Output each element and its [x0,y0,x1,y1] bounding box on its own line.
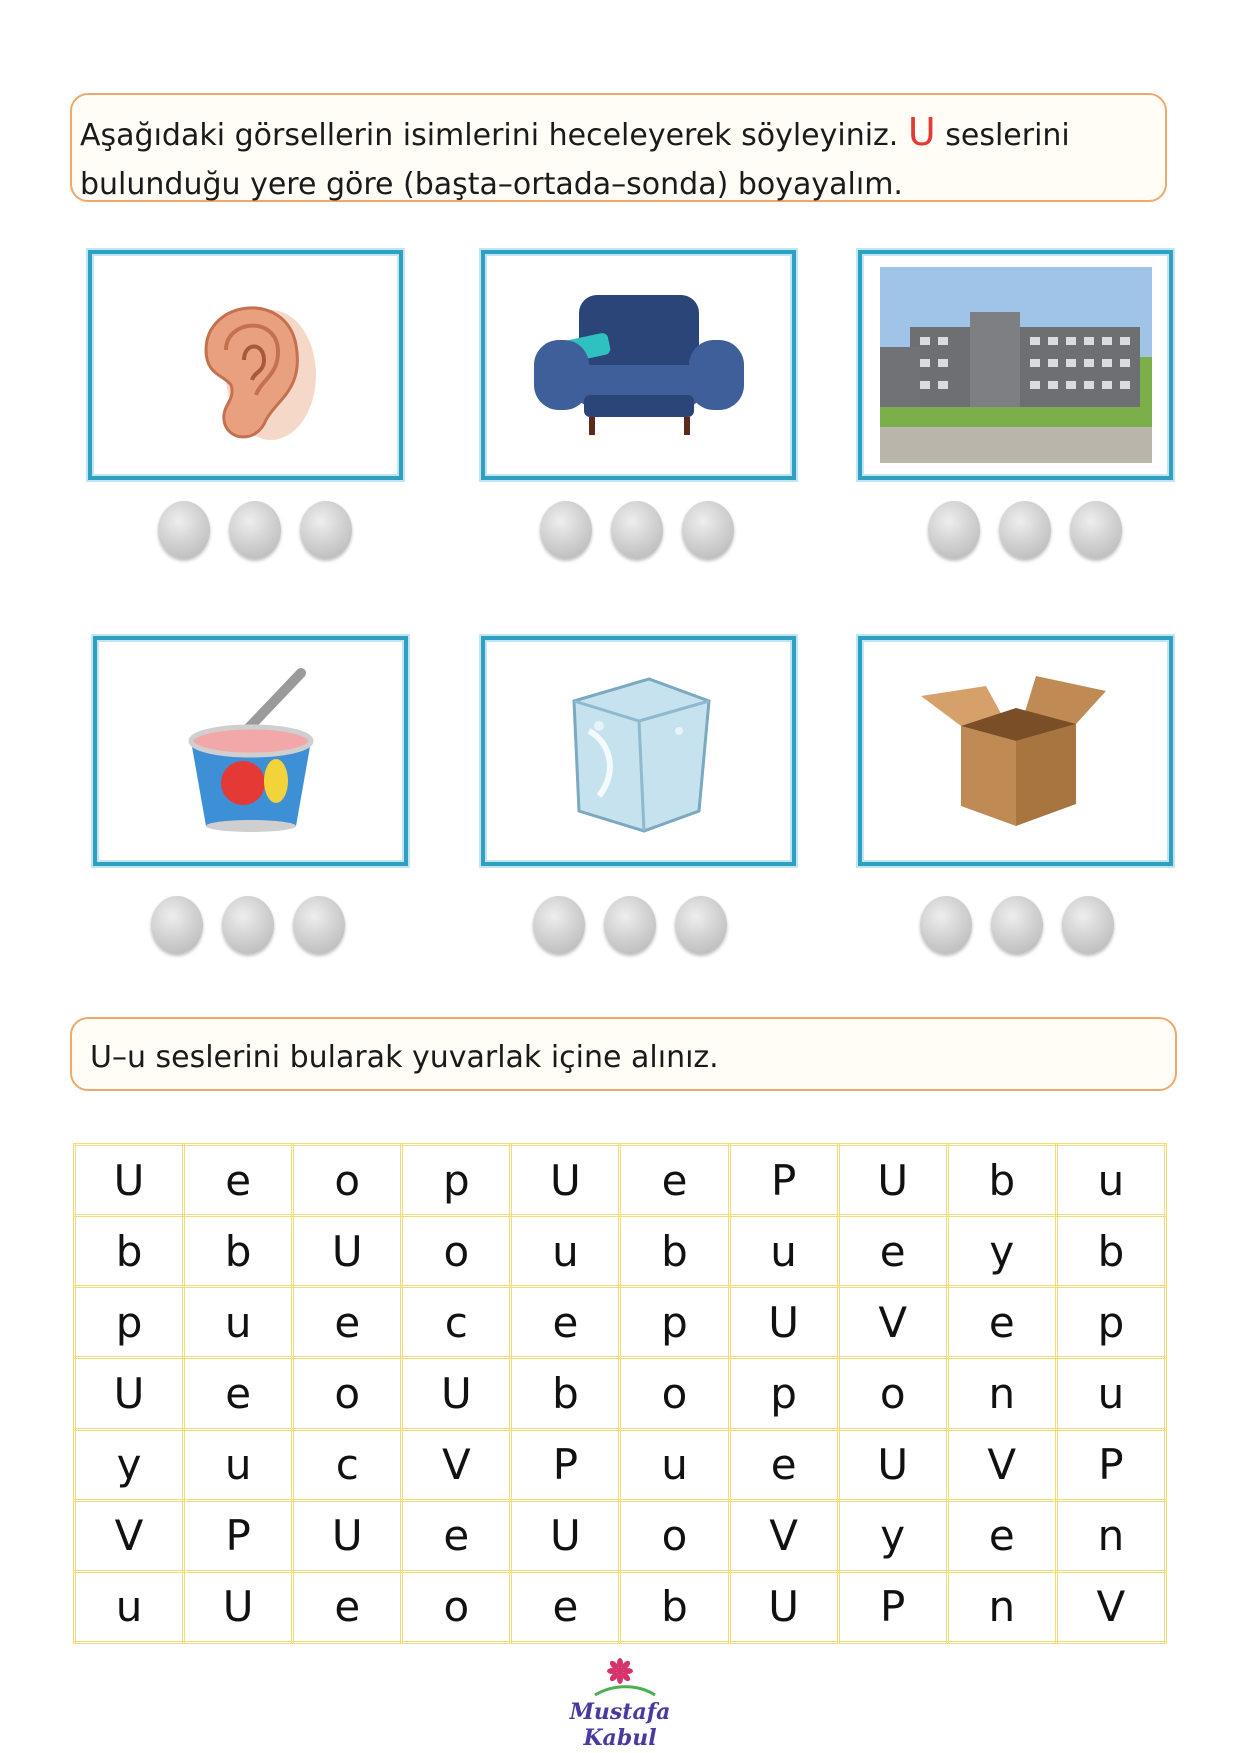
letter-cell[interactable]: U [184,1571,293,1642]
letter-cell[interactable]: P [184,1500,293,1571]
letter-cell[interactable]: p [1056,1287,1165,1358]
syllable-dot[interactable] [229,501,281,559]
letter-cell[interactable]: P [838,1571,947,1642]
letter-cell[interactable]: U [511,1145,620,1216]
letter-cell[interactable]: u [184,1429,293,1500]
letter-cell[interactable]: u [184,1287,293,1358]
syllable-dot[interactable] [151,896,203,954]
letter-cell[interactable]: u [729,1216,838,1287]
letter-cell[interactable]: c [402,1287,511,1358]
letter-cell[interactable]: e [947,1500,1056,1571]
syllable-dot[interactable] [222,896,274,954]
letter-cell[interactable]: e [184,1145,293,1216]
letter-cell[interactable]: u [620,1429,729,1500]
letter-cell[interactable]: e [293,1287,402,1358]
letter-cell[interactable]: P [511,1429,620,1500]
letter-cell[interactable]: o [402,1216,511,1287]
letter-cell[interactable]: y [947,1216,1056,1287]
letter-cell[interactable]: P [729,1145,838,1216]
letter-cell[interactable]: o [838,1358,947,1429]
letter-cell[interactable]: e [511,1287,620,1358]
letter-cell[interactable]: U [402,1358,511,1429]
syllable-dots-ear [158,501,352,559]
author-logo [540,1655,700,1751]
letter-cell[interactable]: P [1056,1429,1165,1500]
syllable-dots-yogurt [151,896,345,954]
picture-card-ear [88,250,403,480]
letter-cell[interactable]: o [620,1500,729,1571]
instruction-box-circle-letters [70,1017,1177,1091]
syllable-dot[interactable] [300,501,352,559]
letter-cell[interactable]: n [947,1358,1056,1429]
letter-cell[interactable]: o [293,1358,402,1429]
letter-cell[interactable]: U [511,1500,620,1571]
highlighted-letter-u: U [907,110,936,154]
logo-text: Mustafa Kabul [569,1699,671,1751]
letter-cell[interactable]: o [402,1571,511,1642]
letter-cell[interactable]: e [947,1287,1056,1358]
yogurt-cup-icon [171,661,331,841]
letter-grid-row [75,1429,1166,1500]
syllable-dot[interactable] [604,896,656,954]
letter-cell[interactable]: e [620,1145,729,1216]
letter-cell[interactable]: b [620,1216,729,1287]
letter-grid [73,1143,1167,1644]
letter-cell[interactable]: y [838,1500,947,1571]
letter-cell[interactable]: n [947,1571,1056,1642]
syllable-dot[interactable] [991,896,1043,954]
letter-cell[interactable]: n [1056,1500,1165,1571]
picture-card-armchair [481,250,796,480]
flower-logo-icon [540,1655,700,1705]
letter-cell[interactable]: e [184,1358,293,1429]
letter-cell[interactable]: V [402,1429,511,1500]
letter-grid-row [75,1571,1166,1642]
letter-cell[interactable]: U [729,1287,838,1358]
letter-cell[interactable]: U [75,1145,184,1216]
letter-grid-row [75,1145,1166,1216]
letter-cell[interactable]: b [511,1358,620,1429]
letter-cell[interactable]: u [1056,1358,1165,1429]
syllable-dot[interactable] [999,501,1051,559]
syllable-dot[interactable] [1062,896,1114,954]
letter-cell[interactable]: U [838,1429,947,1500]
armchair-icon [524,285,754,445]
letter-cell[interactable]: V [1056,1571,1165,1642]
letter-grid-row [75,1287,1166,1358]
letter-cell[interactable]: U [75,1358,184,1429]
letter-cell[interactable]: e [293,1571,402,1642]
letter-cell[interactable]: b [1056,1216,1165,1287]
letter-cell[interactable]: e [402,1500,511,1571]
syllable-dots-armchair [540,501,734,559]
ear-icon [166,280,326,450]
cardboard-box-icon [916,666,1116,836]
school-building-photo [880,267,1152,463]
syllable-dots-box [920,896,1114,954]
letter-cell[interactable]: V [947,1429,1056,1500]
instruction-text-part1: Aşağıdaki görsellerin isimlerini heceleyerek söyleyiniz. [80,118,908,153]
letter-grid-row [75,1500,1166,1571]
ice-cube-icon [549,661,729,841]
instruction-text-line2: bulunduğu yere göre (başta–ortada–sonda) boyayalım. [80,166,903,202]
syllable-dot[interactable] [920,896,972,954]
letter-cell[interactable]: U [293,1500,402,1571]
syllable-dot[interactable] [928,501,980,559]
picture-card-yogurt [93,636,408,866]
letter-cell[interactable]: V [729,1500,838,1571]
letter-cell[interactable]: U [293,1216,402,1287]
instruction-text-part2: seslerini [935,118,1070,153]
letter-cell[interactable]: y [75,1429,184,1500]
syllable-dot[interactable] [611,501,663,559]
letter-cell[interactable]: u [511,1216,620,1287]
letter-cell[interactable]: V [838,1287,947,1358]
letter-cell[interactable]: p [729,1358,838,1429]
letter-cell[interactable]: c [293,1429,402,1500]
syllable-dot[interactable] [533,896,585,954]
letter-cell[interactable]: e [729,1429,838,1500]
letter-cell[interactable]: U [729,1571,838,1642]
letter-cell[interactable]: U [838,1145,947,1216]
syllable-dot[interactable] [158,501,210,559]
syllable-dot[interactable] [682,501,734,559]
letter-cell[interactable]: o [293,1145,402,1216]
letter-cell[interactable]: b [184,1216,293,1287]
letter-cell[interactable]: e [511,1571,620,1642]
letter-cell[interactable]: p [402,1145,511,1216]
letter-cell[interactable]: p [75,1287,184,1358]
picture-card-box [858,636,1173,866]
syllable-dot[interactable] [675,896,727,954]
letter-cell[interactable]: b [620,1571,729,1642]
picture-card-ice [481,636,796,866]
syllable-dot[interactable] [540,501,592,559]
picture-card-school [858,250,1173,480]
instruction-text-circle: U–u seslerini bularak yuvarlak içine alınız. [90,1040,719,1075]
letter-cell[interactable]: o [620,1358,729,1429]
letter-cell[interactable]: b [75,1216,184,1287]
letter-cell[interactable]: u [1056,1145,1165,1216]
syllable-dot[interactable] [293,896,345,954]
letter-cell[interactable]: b [947,1145,1056,1216]
syllable-dot[interactable] [1070,501,1122,559]
syllable-dots-ice [533,896,727,954]
letter-cell[interactable]: V [75,1500,184,1571]
letter-grid-row [75,1216,1166,1287]
instruction-box-syllables [70,93,1167,202]
letter-cell[interactable]: e [838,1216,947,1287]
letter-grid-row [75,1358,1166,1429]
letter-cell[interactable]: u [75,1571,184,1642]
letter-cell[interactable]: p [620,1287,729,1358]
syllable-dots-school [928,501,1122,559]
